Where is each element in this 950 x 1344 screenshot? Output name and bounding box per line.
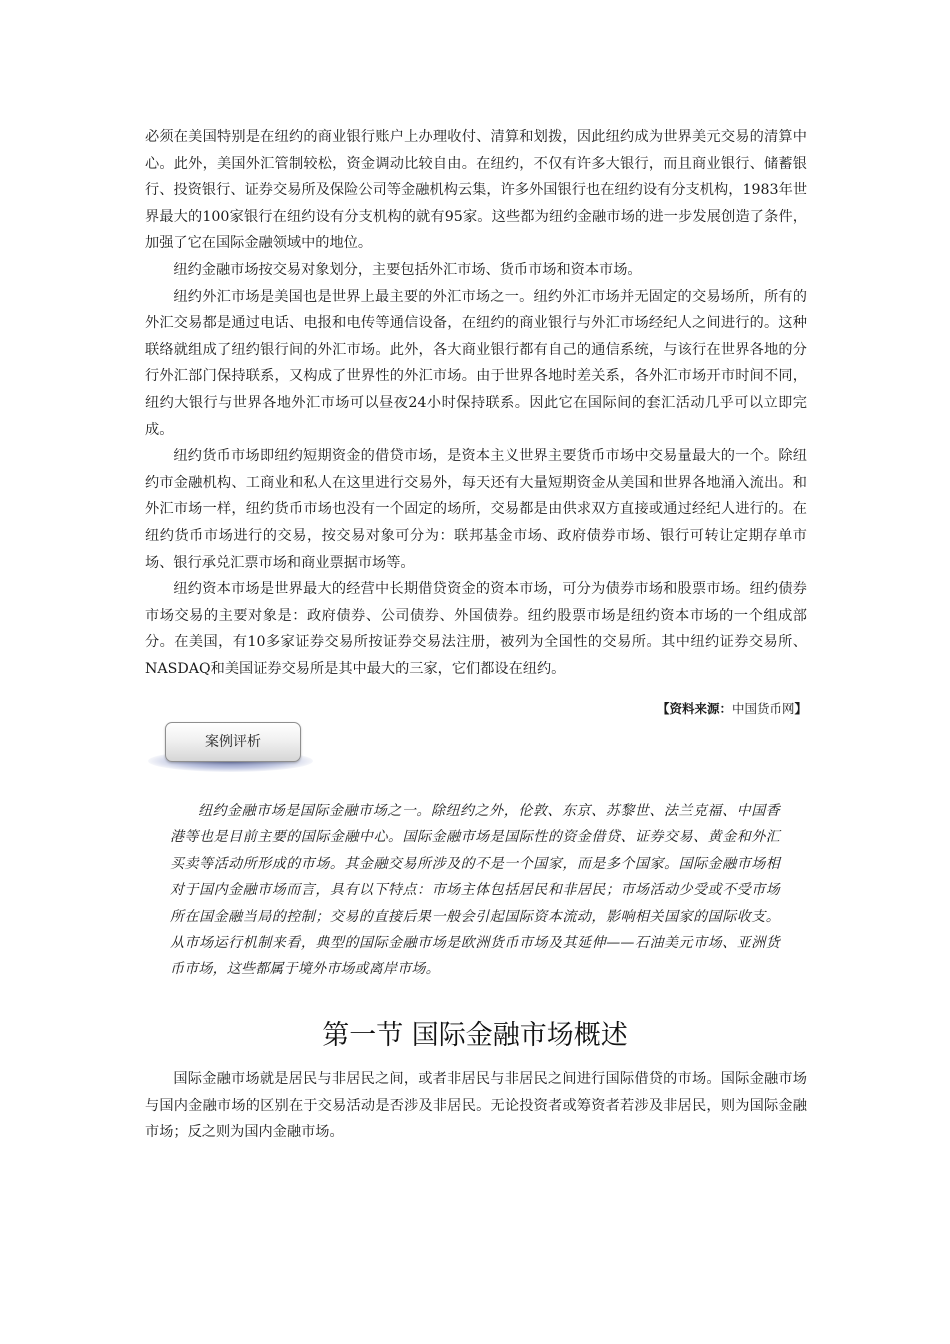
section-title: 第一节 国际金融市场概述 (322, 1020, 628, 1051)
case-analysis-paragraph: 纽约金融市场是国际金融市场之一。除纽约之外，伦敦、东京、苏黎世、法兰克福、中国香港等也是目前主要的国际金融中心。国际金融市场是国际性的资金借贷、证券交易、黄金和外汇买卖等活动所形成的市场。其金融交易所涉及的不是一个国家，而是多个国家。国际金融市场相对于国内金融市场而言，具有以下特点：市场主体包括居民和非居民；市场活动少受或不受市场所在国金融当局的控制；交易的直接后果一般会引起国际资本流动，影响相关国家的国际收支。从市场运行机制来看，典型的国际金融市场是欧洲货币市场及其延伸——石油美元市场、亚洲货币市场，这些都属于境外市场或离岸市场。 (170, 803, 780, 978)
source-name: 中国货币网 (731, 701, 795, 716)
article-paragraph-2: 纽约金融市场按交易对象划分，主要包括外汇市场、货币市场和资本市场。 (173, 261, 642, 278)
article-paragraph-1: 必须在美国特别是在纽约的商业银行账户上办理收付、清算和划拨，因此纽约成为世界美元交易的清算中心。此外，美国外汇管制较松，资金调动比较自由。在纽约，不仅有许多大银行，而且商业银行、储蓄银行、投资银行、证券交易所及保险公司等金融机构云集，许多外国银行也在纽约设有分支机构，1983年世界最大的100家银行在纽约设有分支机构的就有95家。这些都为纽约金融市场的进一步发展创造了条件，加强了它在国际金融领域中的地位。 (145, 129, 808, 252)
case-analysis-header (148, 720, 318, 780)
article-paragraph-5: 纽约资本市场是世界最大的经营中长期借贷资金的资本市场，可分为债券市场和股票市场。纽约债券市场交易的主要对象是：政府债券、公司债券、外国债券。纽约股票市场是纽约资本市场的一个组成部分。在美国，有10多家证券交易所按证券交易法注册，被列为全国性的交易所。其中纽约证券交易所、NASDAQ和美国证券交易所是其中最大的三家，它们都设在纽约。 (145, 581, 807, 677)
section-intro (145, 1066, 807, 1146)
case-analysis-button[interactable]: 案例评析 (165, 722, 301, 762)
source-citation (145, 700, 807, 718)
article-body (145, 124, 807, 682)
case-analysis-text (170, 798, 780, 983)
section-intro-paragraph: 国际金融市场就是居民与非居民之间，或者非居民与非居民之间进行国际借贷的市场。国际金融市场与国内金融市场的区别在于交易活动是否涉及非居民。无论投资者或筹资者若涉及非居民，则为国际金融市场；反之则为国内金融市场。 (145, 1071, 807, 1141)
source-end: 】 (794, 701, 807, 716)
article-paragraph-3: 纽约外汇市场是美国也是世界上最主要的外汇市场之一。纽约外汇市场并无固定的交易场所，所有的外汇交易都是通过电话、电报和电传等通信设备，在纽约的商业银行与外汇市场经纪人之间进行的。这种联络就组成了纽约银行间的外汇市场。此外，各大商业银行都有自己的通信系统，与该行在世界各地的分行外汇部门保持联系，又构成了世界性的外汇市场。由于世界各地时差关系，各外汇市场开市时间不同，纽约大银行与世界各地外汇市场可以昼夜24小时保持联系。因此它在国际间的套汇活动几乎可以立即完成。 (145, 288, 807, 438)
source-label: 【资料来源： (656, 701, 732, 716)
article-paragraph-4: 纽约货币市场即纽约短期资金的借贷市场，是资本主义世界主要货币市场中交易量最大的一个。除纽约市金融机构、工商业和私人在这里进行交易外，每天还有大量短期资金从美国和世界各地涌入流出。和外汇市场一样，纽约货币市场也没有一个固定的场所，交易都是由供求双方直接或通过经纪人进行的。在纽约货币市场进行的交易，按交易对象可分为：联邦基金市场、政府债券市场、银行可转让定期存单市场、银行承兑汇票市场和商业票据市场等。 (145, 448, 807, 571)
